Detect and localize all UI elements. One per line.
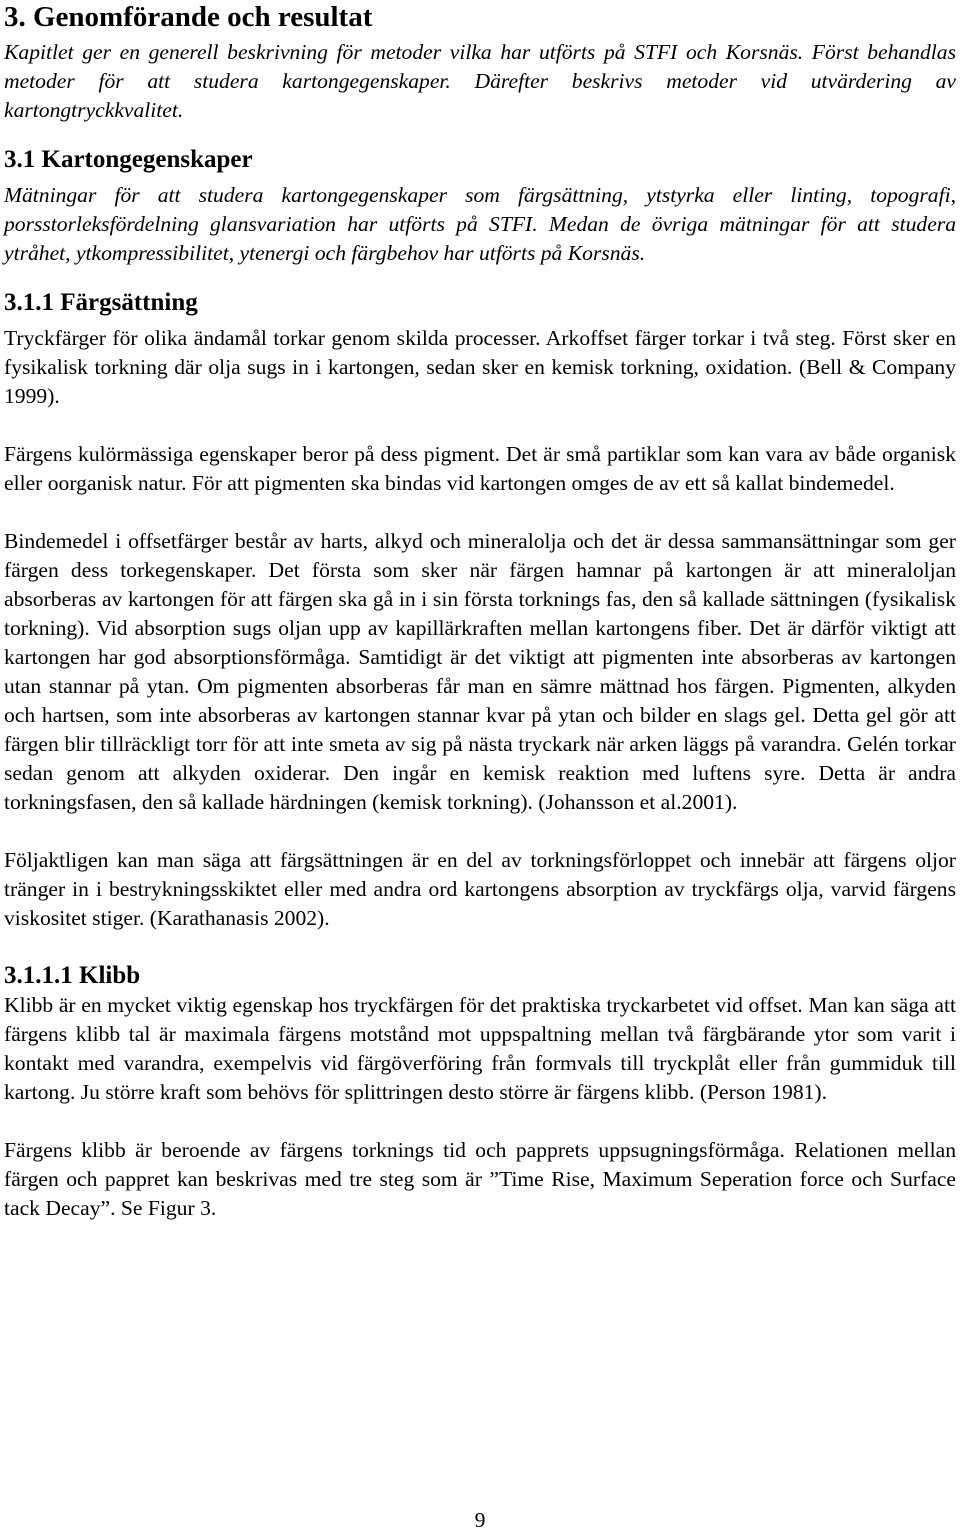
paragraph: Tryckfärger för olika ändamål torkar genom skilda processer. Arkoffset färger torkar i två steg. Först sker en fysikalisk torkning där olja sugs in i kartongen, sedan sker en kemisk torkning, oxidation. (Bell & Company 1999). <box>4 326 956 408</box>
section-heading-3-1: 3.1 Kartongegenskaper <box>4 146 253 173</box>
chapter-heading: 3. Genomförande och resultat <box>4 1 373 33</box>
paragraph: Färgens klibb är beroende av färgens torknings tid och papprets uppsugningsförmåga. Relationen mellan färgen och pappret kan beskrivas med tre steg som är ”Time Rise, Maximum Seperation force och Surface tack Decay”. Se Figur 3. <box>4 1138 956 1220</box>
paragraph: Bindemedel i offsetfärger består av harts, alkyd och mineralolja och det är dessa sammansättningar som ger färgen dess torkegenskaper. Det första som sker när färgen hamnar på kartongen är att mineraloljan absorberas av kartongen för att färgen ska gå in i sin första torknings fas, den så kallade sättningen (fysikalisk torkning). Vid absorption sugs oljan upp av kapillärkraften mellan kartongens fiber. Det är därför viktigt att kartongen har god absorptionsförmåga. Samtidigt är det viktigt att pigmenten inte absorberas av kartongen utan stannar på ytan. Om pigmenten absorberas får man en sämre mättnad hos färgen. Pigmenten, alkyden och hartsen, som inte absorberas av kartongen stannar kvar på ytan och bilder en slags gel. Detta gel gör att färgen blir tillräckligt torr för att inte smeta av sig på nästa tryckark när arken läggs på varandra. Gelén torkar sedan genom att alkyden oxiderar. Den ingår en kemisk reaktion med luftens syre. Detta är andra torkningsfasen, den så kallade härdningen (kemisk torkning). (Johansson et al.2001). <box>4 529 956 814</box>
section-heading-3-1-1: 3.1.1 Färgsättning <box>4 289 198 316</box>
document-page <box>4 0 956 1223</box>
page-number: 9 <box>474 1508 486 1532</box>
paragraph: Färgens kulörmässiga egenskaper beror på dess pigment. Det är små partiklar som kan vara av både organisk eller oorganisk natur. För att pigmenten ska bindas vid kartongen omges de av ett så kallat bindemedel. <box>4 442 956 495</box>
paragraph: Följaktligen kan man säga att färgsättningen är en del av torkningsförloppet och innebär att färgens oljor tränger in i bestrykningsskiktet eller med andra ord kartongens absorption av tryckfärgs olja, varvid färgens viskositet stiger. (Karathanasis 2002). <box>4 848 956 930</box>
chapter-intro: Kapitlet ger en generell beskrivning för metoder vilka har utförts på STFI och Korsnäs. Först behandlas metoder för att studera kartongegenskaper. Därefter beskrivs metoder vid utvärdering av kartongtryckkvalitet. <box>4 40 956 122</box>
paragraph: Klibb är en mycket viktig egenskap hos tryckfärgen för det praktiska tryckarbetet vid offset. Man kan säga att färgens klibb tal är maximala färgens motstånd mot uppspaltning mellan två färgbärande ytor som varit i kontakt med varandra, exempelvis vid färgöverföring från formvals till tryckplåt eller från gummiduk till kartong. Ju större kraft som behövs för splittringen desto större är färgens klibb. (Person 1981). <box>4 993 956 1104</box>
section-heading-3-1-1-1: 3.1.1.1 Klibb <box>4 962 141 989</box>
section-text-3-1: Mätningar för att studera kartongegenskaper som färgsättning, ytstyrka eller linting, topografi, porsstorleksfördelning glansvariation har utförts på STFI. Medan de övriga mätningar för att studera ytråhet, ytkompressibilitet, ytenergi och färgbehov har utförts på Korsnäs. <box>4 183 956 265</box>
